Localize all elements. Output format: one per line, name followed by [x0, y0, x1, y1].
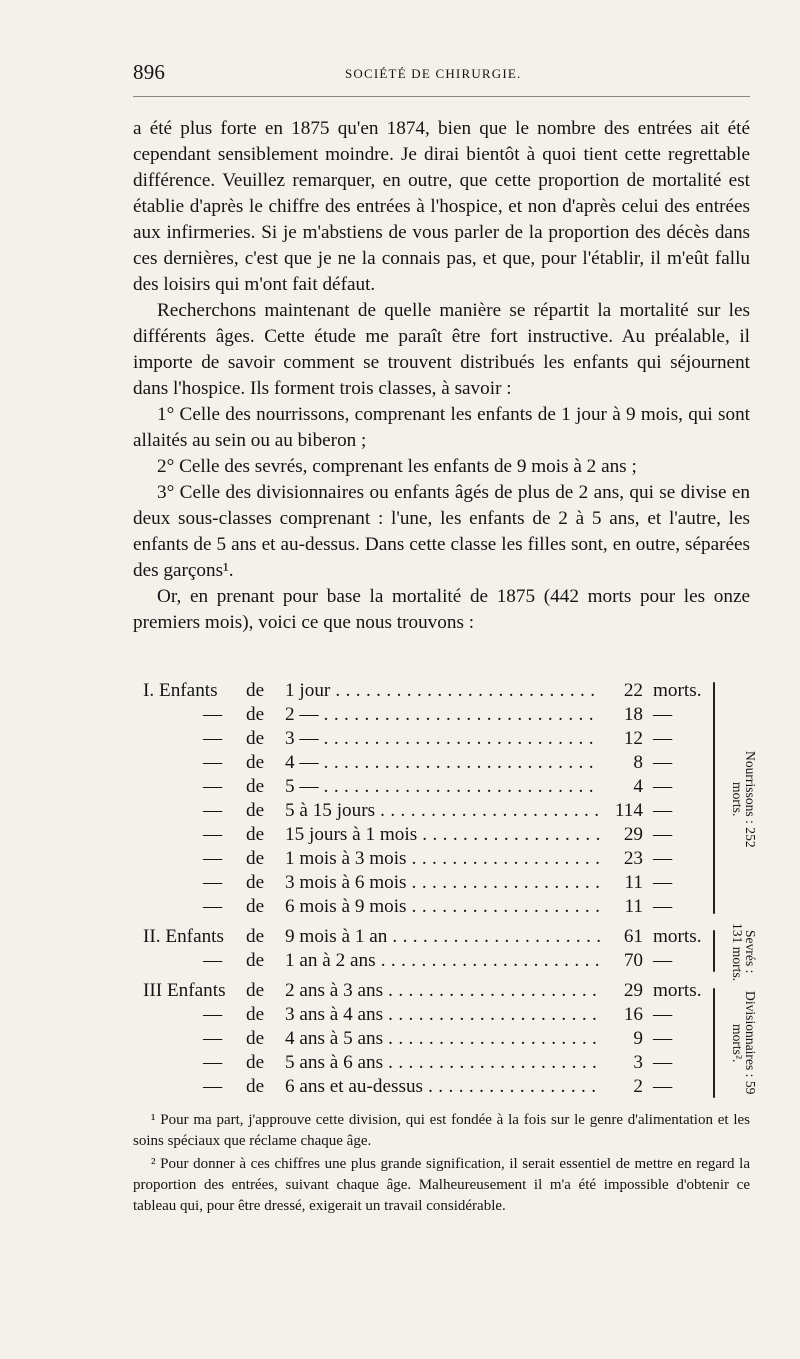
row-group: — — [203, 1004, 223, 1025]
bracket-divisionnaires — [713, 988, 715, 1098]
row-unit: — — [653, 704, 673, 725]
row-count: 18 — [623, 704, 643, 725]
header-rule — [133, 96, 750, 97]
row-count: 23 — [623, 848, 643, 869]
row-range: 3 mois à 6 mois . . . — [285, 872, 600, 894]
row-count: 4 — [633, 776, 643, 797]
row-unit: morts. — [653, 680, 702, 701]
footnote: ² Pour donner à ces chiffres une plus grande signification, il serait essentiel de mettre en regard la proportion des entrées, suivant chaque âge. Malheureusement il m'a été impossible d'obtenir ce tableau qui, pour être dressé, exigerait un travail considérable. — [133, 1156, 750, 1214]
paragraph: a été plus forte en 1875 qu'en 1874, bien que le nombre des entrées ait été cependant sensiblement moindre. Je dirai bientôt à quoi tient cette regrettable différence. Veuillez remarquer, en outre, que cette proportion de mortalité est établie d'après le chiffre des entrées à l'hospice, et non d'après celui des entrées aux infirmeries. Si je m'abstiens de vous parler de la proportion des décès dans ces dernières, c'est que je ne la connais pas, et que, pour l'établir, il m'eût fallu des loisirs qui m'ont fait défaut. — [133, 118, 750, 295]
row-group: III Enfants — [143, 980, 226, 1001]
body-text — [133, 116, 750, 636]
row-unit: — — [653, 1052, 673, 1073]
mortality-table — [133, 680, 773, 1100]
row-prep: de — [246, 950, 265, 971]
row-count: 9 — [633, 1028, 643, 1049]
row-range: 6 ans et au-dessus . . . — [285, 1076, 600, 1098]
row-prep: de — [246, 704, 265, 725]
row-range: 5 à 15 jours . . . — [285, 800, 600, 822]
row-range: 9 mois à 1 an . . . — [285, 926, 600, 948]
row-unit: — — [653, 1028, 673, 1049]
row-unit: morts. — [653, 926, 702, 947]
table-row — [133, 704, 773, 728]
row-count: 8 — [633, 752, 643, 773]
table-row — [133, 926, 773, 950]
table-row — [133, 872, 773, 896]
row-unit: — — [653, 1076, 673, 1097]
row-range: 2 ans à 3 ans . . . — [285, 980, 600, 1002]
row-range: 15 jours à 1 mois . . . — [285, 824, 600, 846]
row-unit: — — [653, 950, 673, 971]
row-unit: — — [653, 872, 673, 893]
table-row — [133, 800, 773, 824]
row-range: 1 jour . . . — [285, 680, 600, 702]
footnotes — [133, 1110, 750, 1219]
row-prep: de — [246, 800, 265, 821]
table-row — [133, 1028, 773, 1052]
row-group: — — [203, 848, 223, 869]
row-count: 3 — [633, 1052, 643, 1073]
row-range: 4 ans à 5 ans . . . — [285, 1028, 600, 1050]
row-prep: de — [246, 776, 265, 797]
row-unit: — — [653, 824, 673, 845]
row-prep: de — [246, 1028, 265, 1049]
row-count: 29 — [623, 824, 643, 845]
row-count: 12 — [623, 728, 643, 749]
row-unit: — — [653, 848, 673, 869]
table-row — [133, 776, 773, 800]
row-count: 2 — [633, 1076, 643, 1097]
side-label-nourrissons: Nourrissons : 252 morts. — [730, 750, 758, 848]
row-prep: de — [246, 896, 265, 917]
row-unit: — — [653, 776, 673, 797]
row-group: — — [203, 752, 223, 773]
row-range: 3 — . . . — [285, 728, 600, 750]
row-range: 1 an à 2 ans . . . — [285, 950, 600, 972]
row-range: 1 mois à 3 mois . . . — [285, 848, 600, 870]
running-head: SOCIÉTÉ DE CHIRURGIE. — [345, 66, 522, 81]
row-unit: — — [653, 1004, 673, 1025]
row-group: — — [203, 824, 223, 845]
table-row — [133, 980, 773, 1004]
row-group: — — [203, 872, 223, 893]
row-unit: morts. — [653, 980, 702, 1001]
row-count: 16 — [623, 1004, 643, 1025]
row-prep: de — [246, 980, 265, 1001]
table-row — [133, 848, 773, 872]
bracket-nourrissons — [713, 682, 715, 914]
table-row — [133, 950, 773, 974]
row-count: 61 — [623, 926, 643, 947]
row-unit: — — [653, 800, 673, 821]
row-count: 11 — [624, 896, 643, 917]
page-number: 896 — [133, 60, 166, 84]
row-prep: de — [246, 752, 265, 773]
row-prep: de — [246, 872, 265, 893]
table-row — [133, 1004, 773, 1028]
row-prep: de — [246, 1076, 265, 1097]
paragraph: 1° Celle des nourrissons, comprenant les enfants de 1 jour à 9 mois, qui sont allaités au sein ou au biberon ; — [133, 404, 750, 451]
table-row — [133, 896, 773, 920]
row-group: — — [203, 800, 223, 821]
row-group: — — [203, 1052, 223, 1073]
table-row — [133, 1052, 773, 1076]
table-row — [133, 824, 773, 848]
row-range: 2 — . . . — [285, 704, 600, 726]
row-group: I. Enfants — [143, 680, 218, 701]
table-row — [133, 680, 773, 704]
row-prep: de — [246, 1052, 265, 1073]
paragraph: 2° Celle des sevrés, comprenant les enfants de 9 mois à 2 ans ; — [157, 456, 637, 477]
side-label-sevres: Sevrés : 131 morts. — [730, 922, 758, 982]
row-range: 6 mois à 9 mois . . . — [285, 896, 600, 918]
row-group: — — [203, 728, 223, 749]
table-row — [133, 1076, 773, 1100]
row-group: — — [203, 704, 223, 725]
row-range: 5 ans à 6 ans . . . — [285, 1052, 600, 1074]
footnote: ¹ Pour ma part, j'approuve cette division, qui est fondée à la fois sur le genre d'alimentation et les soins spéciaux que réclame chaque âge. — [133, 1112, 750, 1149]
paragraph: Recherchons maintenant de quelle manière se répartit la mortalité sur les différents âges. Cette étude me paraît être fort instructive. Au préalable, il importe de savoir comment se trouvent distribués les enfants qui séjournent dans l'hospice. Ils forment trois classes, à savoir : — [133, 300, 750, 399]
row-prep: de — [246, 848, 265, 869]
table-row — [133, 752, 773, 776]
row-group: — — [203, 896, 223, 917]
row-range: 4 — . . . — [285, 752, 600, 774]
row-prep: de — [246, 1004, 265, 1025]
row-range: 5 — . . . — [285, 776, 600, 798]
row-group: — — [203, 1028, 223, 1049]
row-unit: — — [653, 728, 673, 749]
side-label-divisionnaires: Divisionnaires : 59 morts². — [730, 991, 758, 1095]
row-group: — — [203, 1076, 223, 1097]
paragraph: 3° Celle des divisionnaires ou enfants âgés de plus de 2 ans, qui se divise en deux sous-classes comprenant : l'une, les enfants de 2 à 5 ans, et l'autre, les enfants de 5 ans et au-dessus. Dans cette classe les filles sont, en outre, séparées des garçons¹. — [133, 482, 750, 581]
row-group: — — [203, 950, 223, 971]
row-prep: de — [246, 728, 265, 749]
row-count: 11 — [624, 872, 643, 893]
bracket-sevres — [713, 930, 715, 972]
paragraph: Or, en prenant pour base la mortalité de 1875 (442 morts pour les onze premiers mois), voici ce que nous trouvons : — [133, 586, 750, 633]
row-group: — — [203, 776, 223, 797]
row-unit: — — [653, 896, 673, 917]
row-group: II. Enfants — [143, 926, 224, 947]
row-prep: de — [246, 824, 265, 845]
row-count: 22 — [623, 680, 643, 701]
row-unit: — — [653, 752, 673, 773]
table-row — [133, 728, 773, 752]
row-count: 29 — [623, 980, 643, 1001]
row-range: 3 ans à 4 ans . . . — [285, 1004, 600, 1026]
row-prep: de — [246, 926, 265, 947]
page-header — [133, 58, 750, 90]
row-prep: de — [246, 680, 265, 701]
row-count: 114 — [614, 800, 643, 821]
row-count: 70 — [623, 950, 643, 971]
